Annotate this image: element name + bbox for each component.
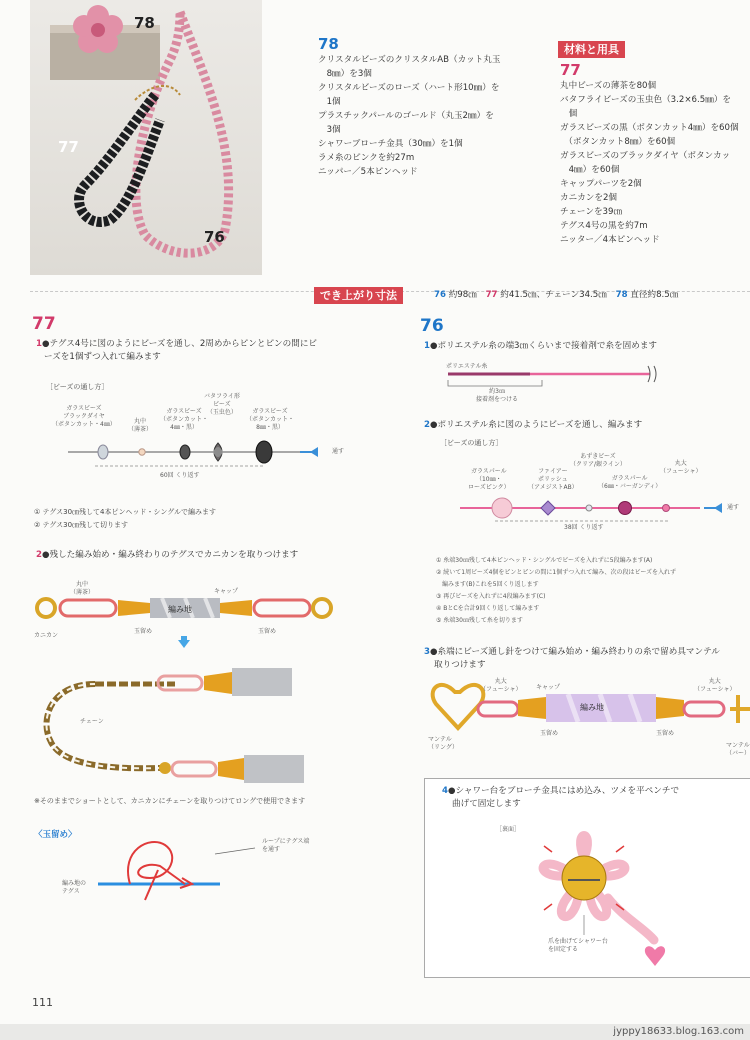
left-step1-text1: ●テグス4号に図のようにビーズを通し、2周めからピンとピンの間にビ (41, 339, 318, 349)
materials-78-line: プラスチックパールのゴールド（丸玉2㎜）を (318, 111, 494, 121)
size-76-value: 約98㎝ (448, 290, 477, 300)
left-bead-label-1: ガラスビーズ ブラックダイヤ （ボタンカット・4㎜） (52, 405, 116, 428)
page-number: 111 (32, 996, 53, 1009)
chain-label: チェーン (80, 718, 104, 725)
clasp-tamadome-a: 玉留め (134, 628, 153, 635)
left-bead-label-4: バタフライ形 ビーズ （玉虫色） (204, 393, 240, 416)
size-77-number: 77 (485, 290, 498, 300)
size-77-value: 約41.5㎝、チェーン34.5㎝ (500, 290, 607, 300)
clasp-maru-naka-label: 丸中 （薄茶） (70, 581, 95, 596)
right-step1-number: 1 (424, 341, 430, 351)
mantel-maru-dai-b: 丸大 （フューシャ） (694, 678, 736, 693)
size-76-number: 76 (434, 290, 446, 300)
materials-heading-label: 材料と用具 (558, 41, 625, 58)
right-step4-text2: 曲げて固定します (452, 799, 521, 809)
left-note1-2: ② テグス30㎝残して切ります (34, 521, 129, 529)
right-bead-label-3: あずきビーズ （クリア/銀ライン） (570, 453, 626, 468)
right-note2-4: ③ 再びビーズを入れずに4段編みます(C) (436, 593, 546, 600)
clasp-knit-label: 編み地 (168, 605, 192, 614)
section-77-number: 77 (32, 314, 56, 334)
step4-claw-label: 爪を曲げてシャワー台 を固定する (548, 938, 608, 953)
left-bead-label-3: ガラスビーズ （ボタンカット・ 4㎜・黒） (160, 408, 208, 431)
materials-78-line: ニッパー／5本ピンヘッド (318, 167, 418, 177)
mantel-tamadome-b: 玉留め (656, 730, 675, 737)
materials-77-line: チェーンを39㎝ (560, 207, 623, 217)
finished-size-heading: でき上がり寸法 (314, 287, 403, 304)
left-note1-1: ① テグス30㎝残して4本ピンヘッド・シングルで編みます (34, 508, 216, 516)
mantel-ring-label: マンテル （リング） (428, 736, 459, 751)
right-note2-5: ④ BとCを合計9回くり返して編みます (436, 605, 540, 612)
materials-78-line: クリスタルビーズのクリスタルAB（カット丸玉 (318, 55, 501, 65)
materials-77-line: 丸中ビーズの薄茶を80個 (560, 81, 657, 91)
tamadome-loop-label: ループにテグス端 を通す (262, 838, 310, 853)
right-bead-order-title: ［ビーズの通し方］ (440, 439, 503, 447)
left-step1-text2: ーズを1個ずつ入れて編みます (44, 352, 161, 362)
mantel-knit-label: 編み地 (580, 703, 604, 712)
mantel-tamadome-a: 玉留め (540, 730, 559, 737)
right-thread-direction: 通す (727, 504, 740, 511)
tamadome-title: 〈玉留め〉 (34, 830, 77, 840)
materials-77-line: 個 (560, 109, 578, 119)
materials-78-line: クリスタルビーズのローズ（ハート形10㎜）を (318, 83, 500, 93)
thread-label: ポリエステル糸 (446, 363, 488, 370)
materials-78-line: ラメ糸のピンクを約27m (318, 153, 415, 163)
left-thread-direction: 通す (332, 448, 345, 455)
clasp-tamadome-b: 玉留め (258, 628, 277, 635)
right-step4-number: 4 (442, 786, 448, 796)
right-bead-label-2: ファイアー ポリッシュ （アメジストAB） (528, 468, 578, 491)
right-bead-label-1: ガラスパール （10㎜・ ローズピンク） (468, 468, 510, 491)
size-78-number: 78 (615, 290, 628, 300)
clasp-kanikan-label: カニカン (34, 632, 59, 639)
left-step1-number: 1 (36, 339, 42, 349)
left-step2-number: 2 (36, 550, 42, 560)
materials-77-line: テグス4号の黒を約7m (560, 221, 648, 231)
materials-77-line: 4㎜）を60個 (560, 165, 620, 175)
left-bead-order-title: ［ビーズの通し方］ (46, 383, 109, 391)
materials-78-line: 1個 (318, 97, 341, 107)
materials-77-line: （ボタンカット8㎜）を60個 (560, 137, 676, 147)
materials-77-line: ニッター／4本ピンヘッド (560, 235, 660, 245)
right-step4-text1: ●シャワー台をブローチ金具にはめ込み、ツメを平ペンチで (447, 786, 680, 796)
right-repeat-label: 38回 くり返す (564, 524, 604, 531)
right-step3-text1: ●糸端にビーズ通し針をつけて編み始め・編み終わりの糸で留め具マンテル (429, 647, 720, 657)
right-bead-label-4: ガラスパール （6㎜・バーガンディ） (598, 475, 662, 490)
photo-label-78: 78 (134, 14, 155, 32)
right-note2-1: ① 糸端30㎝残して4本ピンヘッド・シングルでビーズを入れずに5段編みます(A) (436, 557, 653, 564)
left-note2: ※そのままでショートとして、カニカンにチェーンを取りつけてロングで使用できます (34, 797, 306, 805)
left-step2-text: ●残した編み始め・編み終わりのテグスでカニカンを取りつけます (41, 550, 299, 560)
photo-label-76: 76 (204, 228, 225, 246)
materials-77-line: カニカンを2個 (560, 193, 618, 203)
right-note2-6: ⑤ 糸端30㎝残して糸を切ります (436, 617, 523, 624)
photo-label-77: 77 (58, 138, 79, 156)
left-bead-label-2: 丸中 （薄茶） (128, 418, 153, 433)
right-step1-text: ●ポリエステル糸の端3㎝くらいまで接着剤で糸を固めます (429, 341, 658, 351)
materials-78-number: 78 (318, 35, 339, 53)
step4-back-label: ［裏面］ (496, 826, 521, 833)
right-step2-number: 2 (424, 420, 430, 430)
right-step2-text: ●ポリエステル糸に図のようにビーズを通し、編みます (429, 420, 643, 430)
mantel-cap-label: キャップ (536, 684, 561, 691)
mantel-bar-label: マンテル （バー） (726, 742, 750, 757)
right-step3-text2: 取りつけます (434, 660, 486, 670)
section-76-number: 76 (420, 316, 444, 336)
watermark-text: jyppy18633.blog.163.com (613, 1026, 744, 1037)
mantel-maru-dai-a: 丸大 （フューシャ） (480, 678, 522, 693)
materials-77-number: 77 (560, 61, 581, 79)
materials-78-line: 3個 (318, 125, 341, 135)
right-note2-2: ② 続いて1周ビーズ4個をピンとピンの間に1個ずつ入れて編み、次の段はビーズを入れず (436, 569, 677, 576)
materials-77-line: キャップパーツを2個 (560, 179, 642, 189)
thread-measure-label: 約3㎝ 接着剤をつける (476, 388, 519, 403)
clasp-cap-label: キャップ (214, 588, 239, 595)
right-bead-label-5: 丸大 （フューシャ） (660, 460, 702, 475)
right-note2-3: 編みます(B)これを5回くり返します (436, 581, 539, 588)
left-repeat-label: 60回 くり返す (160, 472, 200, 479)
size-78-value: 直径約8.5㎝ (630, 290, 679, 300)
materials-78-line: シャワーブローチ金具（30㎜）を1個 (318, 139, 463, 149)
tamadome-start-label: 編み地の テグス (62, 880, 87, 895)
materials-77-line: ガラスビーズのブラックダイヤ（ボタンカッ (560, 151, 731, 161)
materials-78-line: 8㎜）を3個 (318, 69, 372, 79)
materials-77-line: ガラスビーズの黒（ボタンカット4㎜）を60個 (560, 123, 739, 133)
right-step3-number: 3 (424, 647, 430, 657)
materials-77-line: バタフライビーズの玉虫色（3.2×6.5㎜）を (560, 95, 732, 105)
left-bead-label-5: ガラスビーズ （ボタンカット・ 8㎜・黒） (246, 408, 294, 431)
